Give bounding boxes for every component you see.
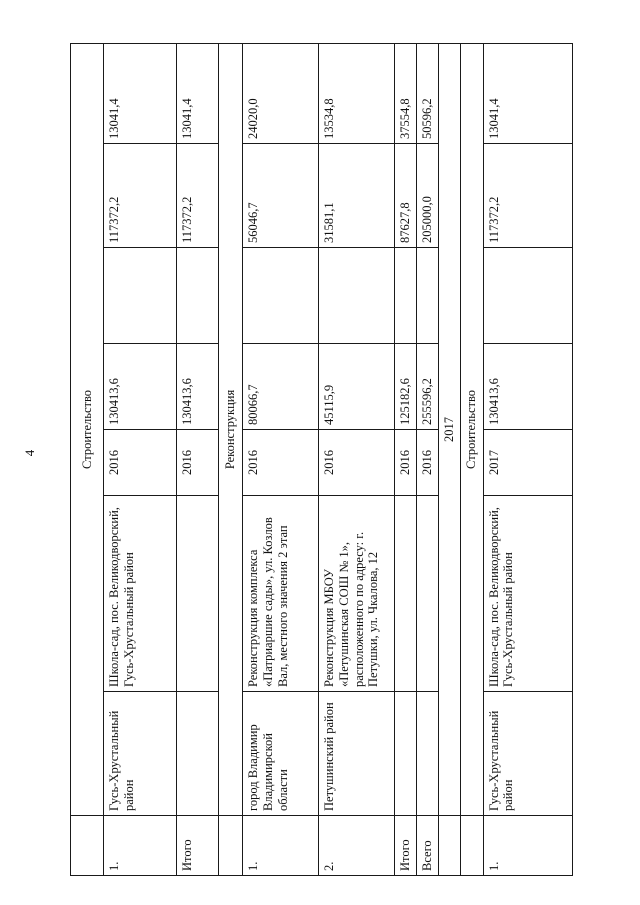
section-header-row (219, 43, 243, 875)
row-number: 1. (104, 816, 177, 876)
year-header-row (438, 43, 460, 875)
grand-total-label: Всего (416, 816, 438, 876)
row-number: 1. (483, 816, 572, 876)
federal-cell (177, 248, 219, 344)
blank-cell (219, 816, 243, 876)
section-construction-2017: Строительство (460, 43, 483, 815)
district-cell: Петушинский район (319, 692, 395, 816)
object-cell: Школа-сад, пос. Великодворский, Гусь-Хрустальный район (104, 496, 177, 692)
row-number: 2. (319, 816, 395, 876)
total-label: Итого (395, 816, 417, 876)
year-cell: 2016 (395, 430, 417, 496)
local-cell: 13534,8 (319, 43, 395, 143)
district-cell (177, 692, 219, 816)
regional-cell: 117372,2 (483, 144, 572, 248)
local-cell: 50596,2 (416, 43, 438, 143)
year-cell: 2016 (177, 430, 219, 496)
year-cell: 2016 (416, 430, 438, 496)
total-cell: 130413,6 (104, 344, 177, 430)
row-number: 1. (243, 816, 319, 876)
federal-cell (104, 248, 177, 344)
object-cell (416, 496, 438, 692)
year-cell: 2017 (483, 430, 572, 496)
regional-cell: 117372,2 (104, 144, 177, 248)
object-cell (395, 496, 417, 692)
regional-cell: 31581,1 (319, 144, 395, 248)
financing-table (70, 43, 573, 876)
total-cell: 45115,9 (319, 344, 395, 430)
object-cell: Реконструкция комплекса «Патриаршие сады», ул. Козлов Вал, местного значения 2 этап (243, 496, 319, 692)
total-cell: 125182,6 (395, 344, 417, 430)
local-cell: 13041,4 (177, 43, 219, 143)
section-header-row (71, 43, 104, 875)
object-cell: Реконструкция МБОУ «Петушинская СОШ № 1», расположенного по адресу: г. Петушки, ул. Чкалова, 12 (319, 496, 395, 692)
federal-cell (483, 248, 572, 344)
local-cell: 24020,0 (243, 43, 319, 143)
object-cell (177, 496, 219, 692)
table-row (483, 43, 572, 875)
total-row (395, 43, 417, 875)
district-cell (395, 692, 417, 816)
federal-cell (243, 248, 319, 344)
table-row (319, 43, 395, 875)
year-cell: 2016 (243, 430, 319, 496)
page-number: 4 (22, 449, 37, 457)
blank-cell (71, 816, 104, 876)
regional-cell: 117372,2 (177, 144, 219, 248)
district-cell: Гусь-Хрустальный район (483, 692, 572, 816)
total-cell: 130413,6 (483, 344, 572, 430)
regional-cell: 87627,8 (395, 144, 417, 248)
local-cell: 13041,4 (483, 43, 572, 143)
year-cell: 2016 (319, 430, 395, 496)
section-reconstruction: Реконструкция (219, 43, 243, 815)
regional-cell: 56046,7 (243, 144, 319, 248)
local-cell: 13041,4 (104, 43, 177, 143)
total-cell: 255596,2 (416, 344, 438, 430)
object-cell: Школа-сад, пос. Великодворский, Гусь-Хрустальный район (483, 496, 572, 692)
total-label: Итого (177, 816, 219, 876)
federal-cell (395, 248, 417, 344)
total-cell: 130413,6 (177, 344, 219, 430)
year-cell: 2016 (104, 430, 177, 496)
total-row (177, 43, 219, 875)
district-cell: город Владимир Владимирской области (243, 692, 319, 816)
local-cell: 37554,8 (395, 43, 417, 143)
total-cell: 80066,7 (243, 344, 319, 430)
district-cell (416, 692, 438, 816)
section-construction-2016: Строительство (71, 43, 104, 815)
table-row (243, 43, 319, 875)
table-row (104, 43, 177, 875)
regional-cell: 205000,0 (416, 144, 438, 248)
rotated-table-sheet (70, 44, 570, 876)
section-header-row (460, 43, 483, 875)
blank-cell (438, 816, 460, 876)
federal-cell (319, 248, 395, 344)
year-2017-header: 2017 (438, 43, 460, 815)
blank-cell (460, 816, 483, 876)
grand-total-row (416, 43, 438, 875)
federal-cell (416, 248, 438, 344)
district-cell: Гусь-Хрустальный район (104, 692, 177, 816)
